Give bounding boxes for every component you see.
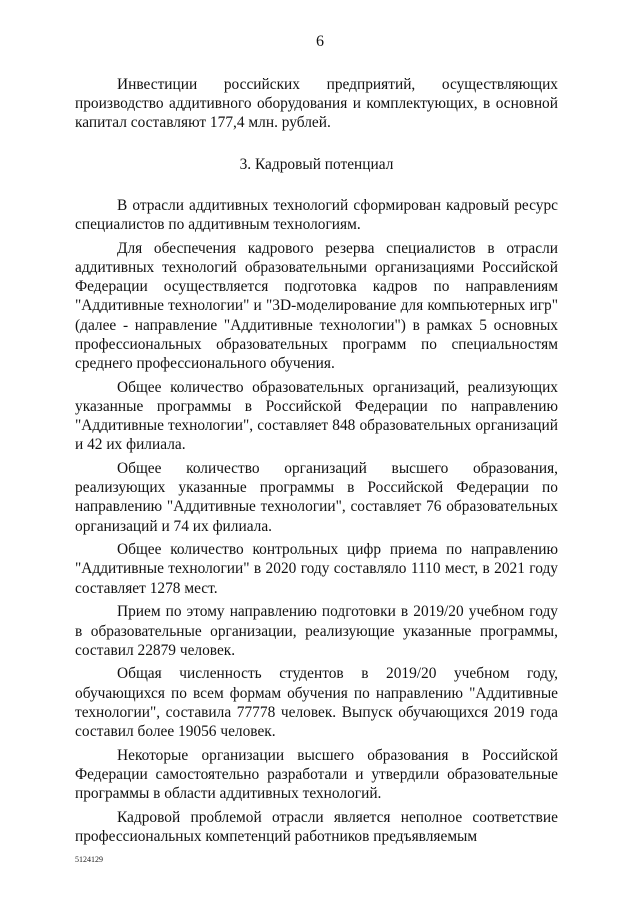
section-heading: 3. Кадровый потенциал xyxy=(239,155,394,173)
paragraph: Кадровой проблемой отрасли является неполное соответствие профессиональных компетенций работников предъявляемым xyxy=(75,808,558,846)
paragraph: В отрасли аддитивных технологий сформирован кадровый ресурс специалистов по аддитивным технологиям. xyxy=(75,196,558,234)
paragraph: Прием по этому направлению подготовки в 2019/20 учебном году в образовательные организации, реализующие указанные программы, составил 22879 человек. xyxy=(75,603,558,659)
document-code: 5124129 xyxy=(75,855,103,864)
page-number: 6 xyxy=(316,33,324,50)
paragraph: Общее количество организаций высшего образования, реализующих указанные программы в Российской Федерации по направлению "Аддитивные технологии", составляет 76 образовательных организаций и 74 их филиала. xyxy=(75,459,558,535)
intro-paragraph: Инвестиции российских предприятий, осуществляющих производство аддитивного оборудования и комплектующих, в основной капитал составляют 177,4 млн. рублей. xyxy=(75,76,558,132)
paragraph: Некоторые организации высшего образования в Российской Федерации самостоятельно разработали и утвердили образовательные программы в области аддитивных технологий. xyxy=(75,746,558,803)
document-body xyxy=(75,75,558,846)
paragraph: Общее количество контрольных цифр приема по направлению "Аддитивные технологии" в 2020 году составляло 1110 мест, в 2021 году составляет 1278 мест. xyxy=(75,541,558,597)
paragraph: Для обеспечения кадрового резерва специалистов в отрасли аддитивных технологий образовательными организациями Российской Федерации осуществляется подготовка кадров по направлениям "Аддитивные технологии" и "3D-моделирование для компьютерных игр" (далее - направление "Аддитивные технологии") в рамках 5 основных профессиональных образовательных программ по специальностям среднего профессионального обучения. xyxy=(75,239,558,372)
paragraph: Общая численность студентов в 2019/20 учебном году, обучающихся по всем формам обучения по направлению "Аддитивные технологии", составила 77778 человек. Выпуск обучающихся 2019 года составил более 19056 человек. xyxy=(75,665,558,741)
paragraph: Общее количество образовательных организаций, реализующих указанные программы в Российской Федерации по направлению "Аддитивные технологии", составляет 848 образовательных организаций и 42 их филиала. xyxy=(75,378,558,454)
